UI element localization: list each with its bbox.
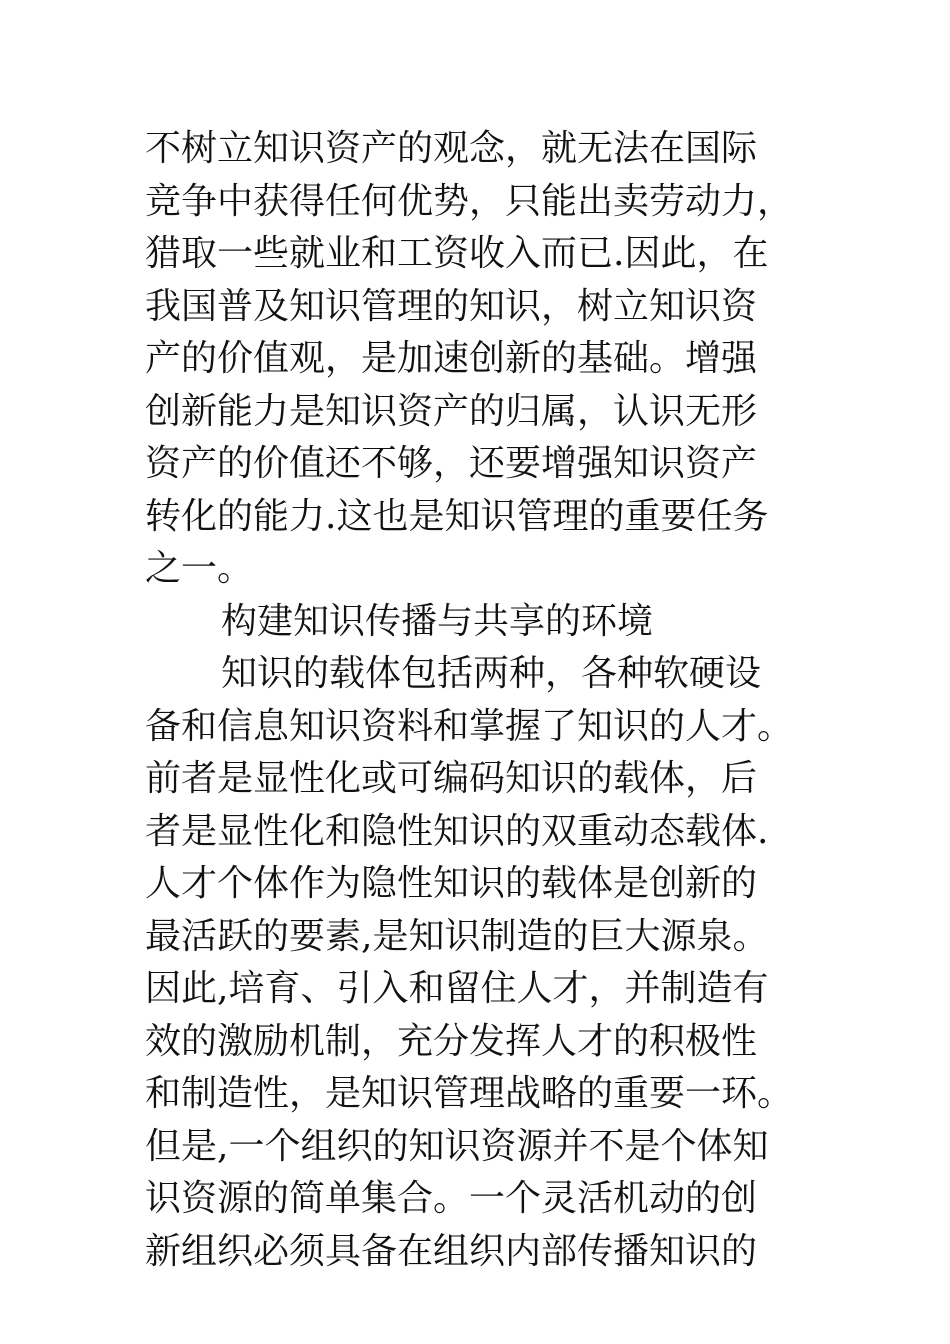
text-line: 但是,一个组织的知识资源并不是个体知 — [145, 1125, 769, 1167]
text-line: 创新能力是知识资产的归属，认识无形 — [145, 390, 758, 432]
text-line: 产的价值观，是加速创新的基础。增强 — [145, 338, 758, 379]
text-line: 识资源的简单集合。一个灵活机动的创 — [145, 1178, 758, 1219]
text-line: 最活跃的要素,是知识制造的巨大源泉。 — [145, 915, 769, 957]
text-line: 转化的能力.这也是知识管理的重要任务 — [145, 495, 769, 537]
text-line: 者是显性化和隐性知识的双重动态载体. — [145, 810, 769, 852]
body-text — [145, 123, 845, 1278]
text-line: 不树立知识资产的观念，就无法在国际 — [145, 128, 758, 169]
text-line: 我国普及知识管理的知识，树立知识资 — [145, 285, 758, 327]
section-heading: 构建知识传播与共享的环境 — [221, 600, 654, 642]
text-line: 效的激励机制，充分发挥人才的积极性 — [145, 1020, 758, 1062]
text-line: 人才个体作为隐性知识的载体是创新的 — [145, 863, 758, 904]
text-line: 知识的载体包括两种，各种软硬设 — [221, 653, 762, 694]
text-line: 新组织必须具备在组织内部传播知识的 — [145, 1230, 758, 1272]
text-line: 竞争中获得任何优势，只能出卖劳动力， — [145, 180, 794, 222]
text-line: 前者是显性化或可编码知识的载体，后 — [145, 758, 758, 799]
text-line: 之一。 — [145, 548, 254, 589]
text-line: 和制造性，是知识管理战略的重要一环。 — [145, 1073, 794, 1114]
text-line: 猎取一些就业和工资收入而已.因此，在 — [145, 233, 769, 274]
text-line: 资产的价值还不够，还要增强知识资产 — [145, 443, 758, 484]
text-line: 备和信息知识资料和掌握了知识的人才。 — [145, 705, 794, 747]
text-line: 因此,培育、引入和留住人才，并制造有 — [145, 968, 769, 1009]
